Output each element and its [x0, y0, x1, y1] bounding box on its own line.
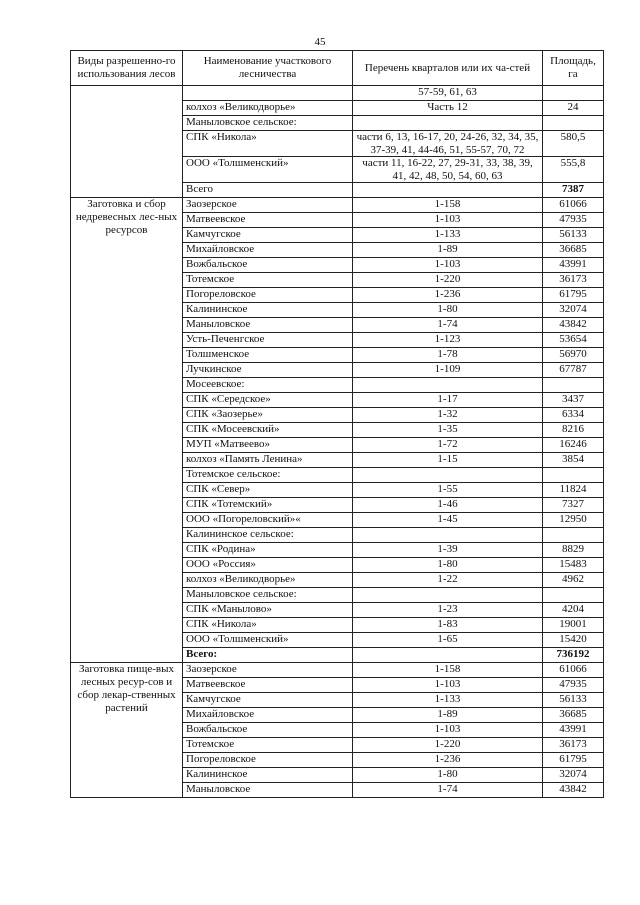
- area-cell: 56970: [543, 348, 604, 363]
- quarters-cell: 1-80: [353, 768, 543, 783]
- quarters-cell: 57-59, 61, 63: [353, 86, 543, 101]
- district-cell: СПК «Тотемский»: [183, 498, 353, 513]
- area-cell: 8829: [543, 543, 604, 558]
- area-cell: 12950: [543, 513, 604, 528]
- area-cell: 47935: [543, 678, 604, 693]
- quarters-cell: 1-236: [353, 753, 543, 768]
- quarters-cell: 1-55: [353, 483, 543, 498]
- district-cell: Калининское: [183, 768, 353, 783]
- district-cell: Камчугское: [183, 228, 353, 243]
- area-cell: [543, 588, 604, 603]
- quarters-cell: 1-103: [353, 723, 543, 738]
- area-cell: 36173: [543, 738, 604, 753]
- area-cell: 61795: [543, 288, 604, 303]
- quarters-cell: 1-236: [353, 288, 543, 303]
- quarters-cell: 1-103: [353, 213, 543, 228]
- area-cell: 61795: [543, 753, 604, 768]
- district-cell: СПК «Никола»: [183, 131, 353, 157]
- area-cell: 36173: [543, 273, 604, 288]
- quarters-cell: [353, 528, 543, 543]
- area-cell: 32074: [543, 303, 604, 318]
- area-cell: 36685: [543, 243, 604, 258]
- district-cell: Погореловское: [183, 753, 353, 768]
- header-district-name: Наименование участкового лесничества: [183, 51, 353, 86]
- area-cell: [543, 528, 604, 543]
- quarters-cell: 1-45: [353, 513, 543, 528]
- district-cell: Михайловское: [183, 708, 353, 723]
- quarters-cell: [353, 378, 543, 393]
- district-cell: СПК «Родина»: [183, 543, 353, 558]
- area-cell: 43991: [543, 258, 604, 273]
- district-cell: [183, 86, 353, 101]
- area-cell: 7327: [543, 498, 604, 513]
- district-cell: Маныловское: [183, 783, 353, 798]
- quarters-cell: 1-133: [353, 228, 543, 243]
- area-cell: 36685: [543, 708, 604, 723]
- area-cell: 47935: [543, 213, 604, 228]
- header-use-type: Виды разрешенно-го использования лесов: [71, 51, 183, 86]
- district-cell: Калининское сельское:: [183, 528, 353, 543]
- quarters-cell: Часть 12: [353, 101, 543, 116]
- quarters-cell: 1-35: [353, 423, 543, 438]
- quarters-cell: 1-65: [353, 633, 543, 648]
- quarters-cell: 1-78: [353, 348, 543, 363]
- area-cell: 67787: [543, 363, 604, 378]
- district-cell: Вожбальское: [183, 723, 353, 738]
- area-cell: 24: [543, 101, 604, 116]
- quarters-cell: 1-80: [353, 558, 543, 573]
- district-cell: Калининское: [183, 303, 353, 318]
- area-cell: 32074: [543, 768, 604, 783]
- quarters-cell: [353, 648, 543, 663]
- district-cell: ООО «Толшменский»: [183, 633, 353, 648]
- table-row: [71, 86, 604, 101]
- district-cell: Тотемское: [183, 273, 353, 288]
- district-cell: СПК «Манылово»: [183, 603, 353, 618]
- area-cell: 61066: [543, 663, 604, 678]
- area-cell: 15483: [543, 558, 604, 573]
- district-cell: колхоз «Великодворье»: [183, 573, 353, 588]
- quarters-cell: 1-103: [353, 678, 543, 693]
- quarters-cell: 1-72: [353, 438, 543, 453]
- district-cell: ООО «Россия»: [183, 558, 353, 573]
- area-cell: [543, 86, 604, 101]
- area-cell: 53654: [543, 333, 604, 348]
- quarters-cell: 1-123: [353, 333, 543, 348]
- area-cell: 61066: [543, 198, 604, 213]
- quarters-cell: 1-17: [353, 393, 543, 408]
- district-cell: Михайловское: [183, 243, 353, 258]
- header-quarters: Перечень кварталов или их ча-стей: [353, 51, 543, 86]
- area-cell: 56133: [543, 228, 604, 243]
- area-cell: 3437: [543, 393, 604, 408]
- district-cell: СПК «Никола»: [183, 618, 353, 633]
- total-area: 736192: [543, 648, 604, 663]
- forest-use-table: [70, 50, 604, 798]
- district-cell: СПК «Мосеевский»: [183, 423, 353, 438]
- area-cell: 555,8: [543, 157, 604, 183]
- area-cell: [543, 116, 604, 131]
- table-header-row: [71, 51, 604, 86]
- district-cell: Тотемское: [183, 738, 353, 753]
- table-body: [71, 86, 604, 798]
- total-label: Всего: [183, 183, 353, 198]
- quarters-cell: [353, 116, 543, 131]
- quarters-cell: 1-22: [353, 573, 543, 588]
- district-cell: СПК «Заозерье»: [183, 408, 353, 423]
- quarters-cell: 1-109: [353, 363, 543, 378]
- quarters-cell: 1-89: [353, 243, 543, 258]
- district-cell: Толшменское: [183, 348, 353, 363]
- area-cell: 8216: [543, 423, 604, 438]
- district-cell: Усть-Печенгское: [183, 333, 353, 348]
- district-cell: Лучкинское: [183, 363, 353, 378]
- district-cell: ООО «Толшменский»: [183, 157, 353, 183]
- district-cell: СПК «Середское»: [183, 393, 353, 408]
- quarters-cell: 1-32: [353, 408, 543, 423]
- district-cell: Тотемское сельское:: [183, 468, 353, 483]
- table-row: [71, 663, 604, 678]
- area-cell: 43842: [543, 783, 604, 798]
- quarters-cell: части 6, 13, 16-17, 20, 24-26, 32, 34, 35, 37-39, 41, 44-46, 51, 55-57, 70, 72: [353, 131, 543, 157]
- area-cell: 4962: [543, 573, 604, 588]
- district-cell: ООО «Погореловский»«: [183, 513, 353, 528]
- use-type-cell: [71, 86, 183, 198]
- quarters-cell: 1-220: [353, 273, 543, 288]
- area-cell: 15420: [543, 633, 604, 648]
- quarters-cell: 1-103: [353, 258, 543, 273]
- header-area: Площадь, га: [543, 51, 604, 86]
- district-cell: Мосеевское:: [183, 378, 353, 393]
- quarters-cell: [353, 588, 543, 603]
- area-cell: 6334: [543, 408, 604, 423]
- district-cell: Погореловское: [183, 288, 353, 303]
- quarters-cell: [353, 468, 543, 483]
- district-cell: Матвеевское: [183, 678, 353, 693]
- page-number: 45: [314, 36, 326, 48]
- district-cell: колхоз «Великодворье»: [183, 101, 353, 116]
- quarters-cell: 1-39: [353, 543, 543, 558]
- quarters-cell: части 11, 16-22, 27, 29-31, 33, 38, 39, 41, 42, 48, 50, 54, 60, 63: [353, 157, 543, 183]
- quarters-cell: 1-46: [353, 498, 543, 513]
- use-type-cell: Заготовка и сбор недревесных лес-ных ресурсов: [71, 198, 183, 663]
- area-cell: 43991: [543, 723, 604, 738]
- district-cell: колхоз «Память Ленина»: [183, 453, 353, 468]
- use-type-cell: Заготовка пище-вых лесных ресур-сов и сбор лекар-ственных растений: [71, 663, 183, 798]
- quarters-cell: 1-15: [353, 453, 543, 468]
- district-cell: Матвеевское: [183, 213, 353, 228]
- district-cell: Вожбальское: [183, 258, 353, 273]
- district-cell: Маныловское сельское:: [183, 116, 353, 131]
- quarters-cell: 1-158: [353, 663, 543, 678]
- area-cell: 56133: [543, 693, 604, 708]
- table-row: [71, 198, 604, 213]
- area-cell: 43842: [543, 318, 604, 333]
- area-cell: 580,5: [543, 131, 604, 157]
- area-cell: 4204: [543, 603, 604, 618]
- area-cell: 16246: [543, 438, 604, 453]
- quarters-cell: 1-220: [353, 738, 543, 753]
- quarters-cell: [353, 183, 543, 198]
- area-cell: 19001: [543, 618, 604, 633]
- area-cell: 3854: [543, 453, 604, 468]
- area-cell: 11824: [543, 483, 604, 498]
- quarters-cell: 1-80: [353, 303, 543, 318]
- area-cell: [543, 378, 604, 393]
- district-cell: Камчугское: [183, 693, 353, 708]
- quarters-cell: 1-83: [353, 618, 543, 633]
- area-cell: [543, 468, 604, 483]
- quarters-cell: 1-23: [353, 603, 543, 618]
- district-cell: Заозерское: [183, 663, 353, 678]
- district-cell: МУП «Матвеево»: [183, 438, 353, 453]
- total-label: Всего:: [183, 648, 353, 663]
- quarters-cell: 1-89: [353, 708, 543, 723]
- district-cell: СПК «Север»: [183, 483, 353, 498]
- district-cell: Маныловское: [183, 318, 353, 333]
- quarters-cell: 1-74: [353, 318, 543, 333]
- quarters-cell: 1-74: [353, 783, 543, 798]
- district-cell: Заозерское: [183, 198, 353, 213]
- quarters-cell: 1-133: [353, 693, 543, 708]
- total-area: 7387: [543, 183, 604, 198]
- quarters-cell: 1-158: [353, 198, 543, 213]
- district-cell: Маныловское сельское:: [183, 588, 353, 603]
